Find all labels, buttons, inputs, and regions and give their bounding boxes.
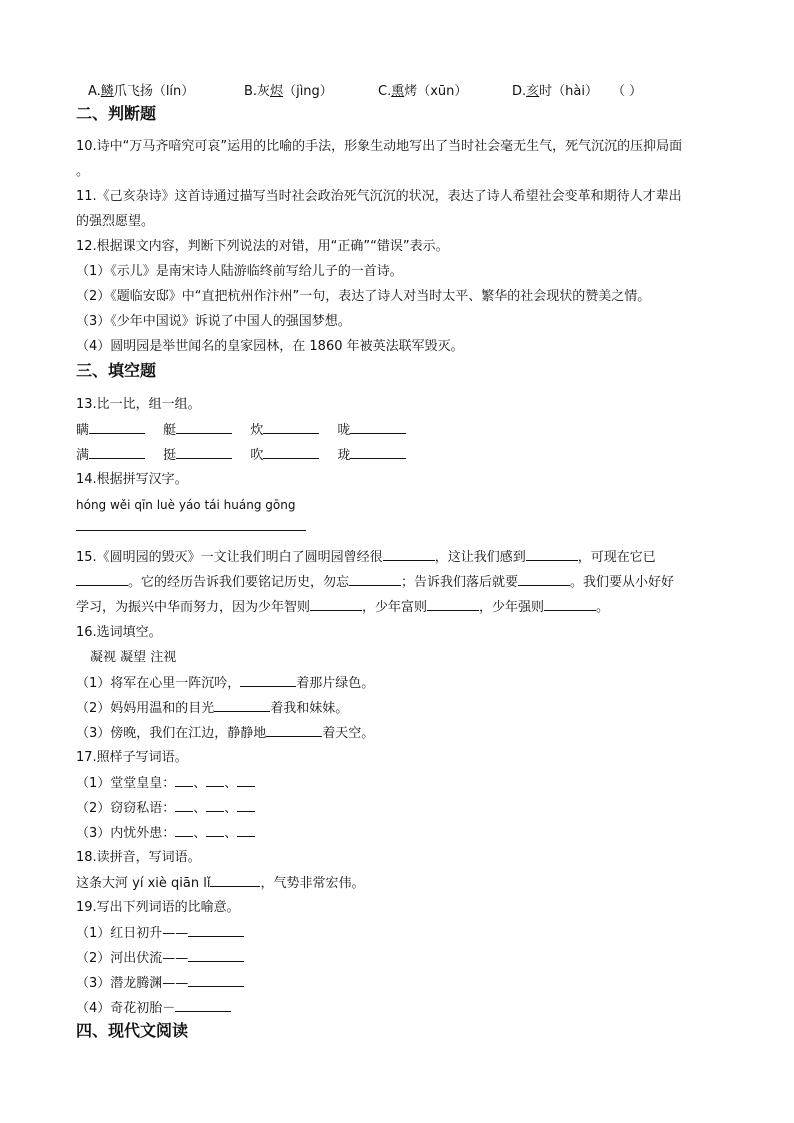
answer-blank[interactable] bbox=[544, 598, 596, 611]
q10-line1: 10.诗中“万马齐喑究可哀”运用的比喻的手法，形象生动地写出了当时社会毫无生气，死气沉沉的压抑局面 bbox=[76, 139, 683, 154]
choice-a-underlined: 鳞 bbox=[100, 84, 114, 99]
q16-text: 着那片绿色。 bbox=[296, 676, 375, 691]
q11-line1: 11.《己亥杂诗》这首诗通过描写当时社会政治死气沉沉的状况，表达了诗人希望社会变革和期待人才辈出 bbox=[76, 189, 682, 204]
q13-char: 挺 bbox=[163, 448, 177, 463]
q16-item-2 bbox=[76, 699, 348, 718]
q15-text: ，少年强则 bbox=[479, 600, 545, 615]
q19-item-2 bbox=[76, 949, 244, 968]
choice-c-rest: 烤（xūn） bbox=[404, 84, 468, 99]
answer-blank[interactable] bbox=[206, 824, 224, 837]
q19-text: （2）河出伏流—— bbox=[76, 951, 189, 966]
q16-text: （2）妈妈用温和的目光 bbox=[76, 701, 215, 716]
choice-d-prefix: D. bbox=[512, 84, 527, 99]
answer-blank[interactable] bbox=[350, 446, 406, 459]
q15-text: ，这让我们感到 bbox=[434, 550, 526, 565]
q16-item-1 bbox=[76, 674, 374, 693]
q13-row-1 bbox=[76, 421, 406, 440]
q14-pinyin: hóng wěi qīn luè yáo tái huáng gōng bbox=[76, 498, 296, 512]
q13-char: 珑 bbox=[337, 448, 351, 463]
q19-item-1 bbox=[76, 924, 244, 943]
q18-stem: 18.读拼音，写词语。 bbox=[76, 850, 201, 865]
q16-text: 着天空。 bbox=[322, 726, 375, 741]
q10-line2: 。 bbox=[76, 164, 90, 179]
q13-stem: 13.比一比，组一组。 bbox=[76, 397, 201, 412]
choice-b bbox=[244, 80, 333, 99]
q12-stem: 12.根据课文内容，判断下列说法的对错，用“正确”“错误”表示。 bbox=[76, 239, 449, 254]
answer-blank[interactable] bbox=[237, 774, 255, 787]
q15-line-3 bbox=[76, 598, 609, 617]
choice-d-rest: 时（hài） bbox=[539, 84, 598, 99]
answer-blank[interactable] bbox=[266, 724, 322, 737]
choice-c-prefix: C. bbox=[378, 84, 392, 99]
q17-text: （3）内忧外患： bbox=[76, 826, 176, 841]
q18-text: ，气势非常宏伟。 bbox=[260, 876, 365, 891]
q12-item-4: （4）圆明园是举世闻名的皇家园林，在 1860 年被英法联军毁灭。 bbox=[76, 339, 464, 354]
answer-blank[interactable] bbox=[175, 999, 231, 1012]
q15-text: ，少年富则 bbox=[362, 600, 428, 615]
q11-line2: 的强烈愿望。 bbox=[76, 214, 155, 229]
section-heading-reading: 四、现代文阅读 bbox=[76, 1021, 189, 1040]
answer-blank[interactable] bbox=[76, 573, 128, 586]
answer-parentheses: （ ） bbox=[612, 84, 643, 99]
answer-blank[interactable] bbox=[175, 799, 193, 812]
answer-blank[interactable] bbox=[89, 446, 145, 459]
q15-line-2 bbox=[76, 573, 674, 592]
choice-a-prefix: A. bbox=[88, 84, 101, 99]
choice-b-underlined: 烬 bbox=[270, 84, 284, 99]
answer-blank[interactable] bbox=[175, 774, 193, 787]
answer-blank[interactable] bbox=[176, 421, 232, 434]
choice-d-underlined: 亥 bbox=[526, 84, 540, 99]
q13-char: 咙 bbox=[337, 423, 351, 438]
q15-text: 。 bbox=[596, 600, 610, 615]
choice-a bbox=[88, 80, 194, 99]
answer-blank[interactable] bbox=[526, 548, 578, 561]
q15-text: 。我们要从小好好 bbox=[570, 575, 675, 590]
section-heading-judge: 二、判断题 bbox=[76, 104, 157, 123]
choice-c-underlined: 熏 bbox=[391, 84, 405, 99]
answer-blank[interactable] bbox=[188, 924, 244, 937]
answer-blank[interactable] bbox=[176, 446, 232, 459]
answer-blank[interactable] bbox=[237, 824, 255, 837]
answer-blank[interactable] bbox=[349, 573, 401, 586]
q15-text: 学习，为振兴中华而努力，因为少年智则 bbox=[76, 600, 311, 615]
q13-char: 满 bbox=[76, 448, 90, 463]
q17-item-2: （2）窃窃私语： 、 、 bbox=[76, 799, 255, 818]
q16-text: （3）傍晚，我们在江边，静静地 bbox=[76, 726, 267, 741]
q19-item-3 bbox=[76, 974, 244, 993]
q13-char: 艇 bbox=[163, 423, 177, 438]
answer-blank[interactable] bbox=[175, 824, 193, 837]
q16-item-3 bbox=[76, 724, 374, 743]
q15-text: 。它的经历告诉我们要铭记历史，勿忘 bbox=[128, 575, 350, 590]
choice-a-rest: 爪飞扬（lín） bbox=[113, 84, 195, 99]
q18-line bbox=[76, 874, 364, 893]
q14-stem: 14.根据拼写汉字。 bbox=[76, 472, 188, 487]
q17-item-3: （3）内忧外患： 、 、 bbox=[76, 824, 255, 843]
choice-c bbox=[378, 80, 467, 99]
answer-blank[interactable] bbox=[263, 421, 319, 434]
q17-stem: 17.照样子写词语。 bbox=[76, 750, 188, 765]
answer-blank[interactable] bbox=[206, 774, 224, 787]
q16-stem: 16.选词填空。 bbox=[76, 625, 162, 640]
q19-text: （3）潜龙腾渊—— bbox=[76, 976, 189, 991]
choice-d bbox=[512, 80, 598, 99]
answer-blank[interactable] bbox=[240, 674, 296, 687]
q17-text: （2）窃窃私语： bbox=[76, 801, 176, 816]
q13-row-2 bbox=[76, 446, 406, 465]
q12-item-2: （2）《题临安邸》中“直把杭州作汴州”一句，表达了诗人对当时太平、繁华的社会现状的赞美之情。 bbox=[76, 289, 651, 304]
q16-text: 着我和妹妹。 bbox=[270, 701, 349, 716]
answer-blank[interactable] bbox=[206, 799, 224, 812]
q19-text: （4）奇花初胎－ bbox=[76, 1001, 176, 1016]
answer-blank[interactable] bbox=[263, 446, 319, 459]
q19-stem: 19.写出下列词语的比喻意。 bbox=[76, 900, 240, 915]
q12-item-1: （1）《示儿》是南宋诗人陆游临终前写给儿子的一首诗。 bbox=[76, 264, 403, 279]
answer-blank[interactable] bbox=[350, 421, 406, 434]
answer-blank[interactable] bbox=[427, 598, 479, 611]
answer-blank[interactable] bbox=[310, 598, 362, 611]
q15-text: ，可现在它已 bbox=[577, 550, 656, 565]
q12-item-3: （3）《少年中国说》诉说了中国人的强国梦想。 bbox=[76, 314, 351, 329]
q14-answer-line[interactable] bbox=[76, 530, 306, 531]
q15-text: 15.《圆明园的毁灭》一文让我们明白了圆明园曾经很 bbox=[76, 550, 383, 565]
answer-blank[interactable] bbox=[237, 799, 255, 812]
q18-text: 这条大河 yí xiè qiān lǐ bbox=[76, 876, 211, 891]
q13-char: 吹 bbox=[250, 448, 264, 463]
q17-item-1: （1）堂堂皇皇： 、 、 bbox=[76, 774, 255, 793]
q19-text: （1）红日初升—— bbox=[76, 926, 189, 941]
q13-char: 炊 bbox=[250, 423, 264, 438]
q16-word-bank: 凝视 凝望 注视 bbox=[90, 650, 177, 665]
answer-blank[interactable] bbox=[188, 974, 244, 987]
q16-text: （1）将军在心里一阵沉吟， bbox=[76, 676, 241, 691]
answer-blank[interactable] bbox=[383, 548, 435, 561]
q15-text: ；告诉我们落后就要 bbox=[401, 575, 519, 590]
answer-blank[interactable] bbox=[214, 699, 270, 712]
q17-text: （1）堂堂皇皇： bbox=[76, 776, 176, 791]
q15-line-1 bbox=[76, 548, 656, 567]
q19-item-4 bbox=[76, 999, 231, 1018]
choice-b-prefix: B.灰 bbox=[244, 84, 271, 99]
answer-blank[interactable] bbox=[518, 573, 570, 586]
answer-blank[interactable] bbox=[188, 949, 244, 962]
choice-b-rest: （jìng） bbox=[283, 84, 333, 99]
section-heading-fill: 三、填空题 bbox=[76, 361, 157, 380]
answer-blank[interactable] bbox=[210, 874, 260, 887]
answer-blank[interactable] bbox=[89, 421, 145, 434]
q13-char: 瞒 bbox=[76, 423, 90, 438]
